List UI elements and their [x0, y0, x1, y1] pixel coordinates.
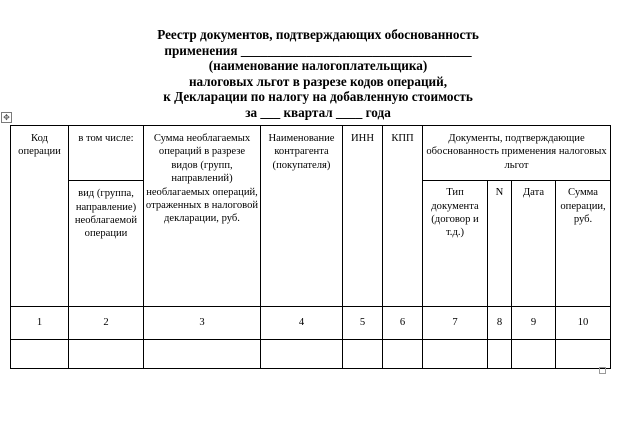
col-inn-header: [343, 126, 383, 307]
col-counterparty-header: [261, 126, 343, 307]
col-doc-date-header: [512, 181, 556, 307]
title-line-3: (наименование налогоплательщика): [208, 58, 428, 73]
table-cell[interactable]: [144, 339, 261, 368]
column-number: 10: [556, 306, 611, 339]
col-doc-type-label: Тип документа (договор и т.д.): [431, 187, 479, 239]
table-cell[interactable]: [423, 339, 488, 368]
empty-data-row: [11, 339, 611, 368]
col-kpp-header: [383, 126, 423, 307]
move-icon[interactable]: ✥: [1, 112, 12, 123]
table-cell[interactable]: [261, 339, 343, 368]
column-number: 1: [11, 306, 69, 339]
col-doc-amount-header: [556, 181, 611, 307]
col-docs-label: Документы, подтверждающие обоснованность применения налоговых льгот: [426, 133, 607, 171]
title-line-2: применения ___________________________________: [164, 42, 472, 58]
col-doc-no-header: [488, 181, 512, 307]
column-number-row: [11, 306, 611, 339]
col-sum-label: Сумма необлагаемых операций в разрезе видов (групп, направлений) необлагаемых операций, отраженных в налоговой декларации, руб.: [145, 133, 259, 225]
col-inn-label: ИНН: [351, 133, 374, 144]
col-code-header: [11, 126, 69, 307]
column-number: 2: [69, 306, 144, 339]
col-code-label: Код операции: [18, 133, 61, 158]
col-kpp-label: КПП: [391, 133, 414, 144]
table-cell[interactable]: [512, 339, 556, 368]
title-line-4: налоговых льгот в разрезе кодов операций,: [188, 73, 448, 89]
table-cell[interactable]: [343, 339, 383, 368]
col-sum-header: [144, 126, 261, 307]
table-cell[interactable]: [488, 339, 512, 368]
cell-end-icon: [599, 367, 606, 374]
col-including-label: в том числе:: [78, 133, 134, 144]
title-line-5: к Декларации по налогу на добавленную стоимость: [163, 89, 473, 104]
header-row-1: [11, 126, 611, 181]
col-doc-date-label: Дата: [522, 187, 545, 199]
table-cell[interactable]: [69, 339, 144, 368]
column-number: 9: [512, 306, 556, 339]
column-number: 6: [383, 306, 423, 339]
registry-table: [10, 125, 611, 369]
table-cell[interactable]: [383, 339, 423, 368]
col-including-header: [69, 126, 144, 181]
column-number: 3: [144, 306, 261, 339]
col-docs-header: [423, 126, 611, 181]
col-type-label: вид (группа, направление) необлагаемой операции: [74, 188, 138, 240]
col-counterparty-label: Наименование контрагента (покупателя): [268, 133, 335, 171]
col-doc-type-header: [423, 181, 488, 307]
column-number: 4: [261, 306, 343, 339]
col-doc-amount-label: Сумма операции, руб.: [560, 187, 606, 226]
column-number: 8: [488, 306, 512, 339]
title-line-1: Реестр документов, подтверждающих обоснованность: [157, 27, 479, 42]
table-cell[interactable]: [556, 339, 611, 368]
document-title: [0, 27, 636, 120]
col-doc-no-label: N: [495, 187, 504, 199]
col-type-header: [69, 181, 144, 307]
table-cell[interactable]: [11, 339, 69, 368]
title-line-6: за ___ квартал ____ года: [245, 104, 391, 120]
column-number: 7: [423, 306, 488, 339]
column-number: 5: [343, 306, 383, 339]
